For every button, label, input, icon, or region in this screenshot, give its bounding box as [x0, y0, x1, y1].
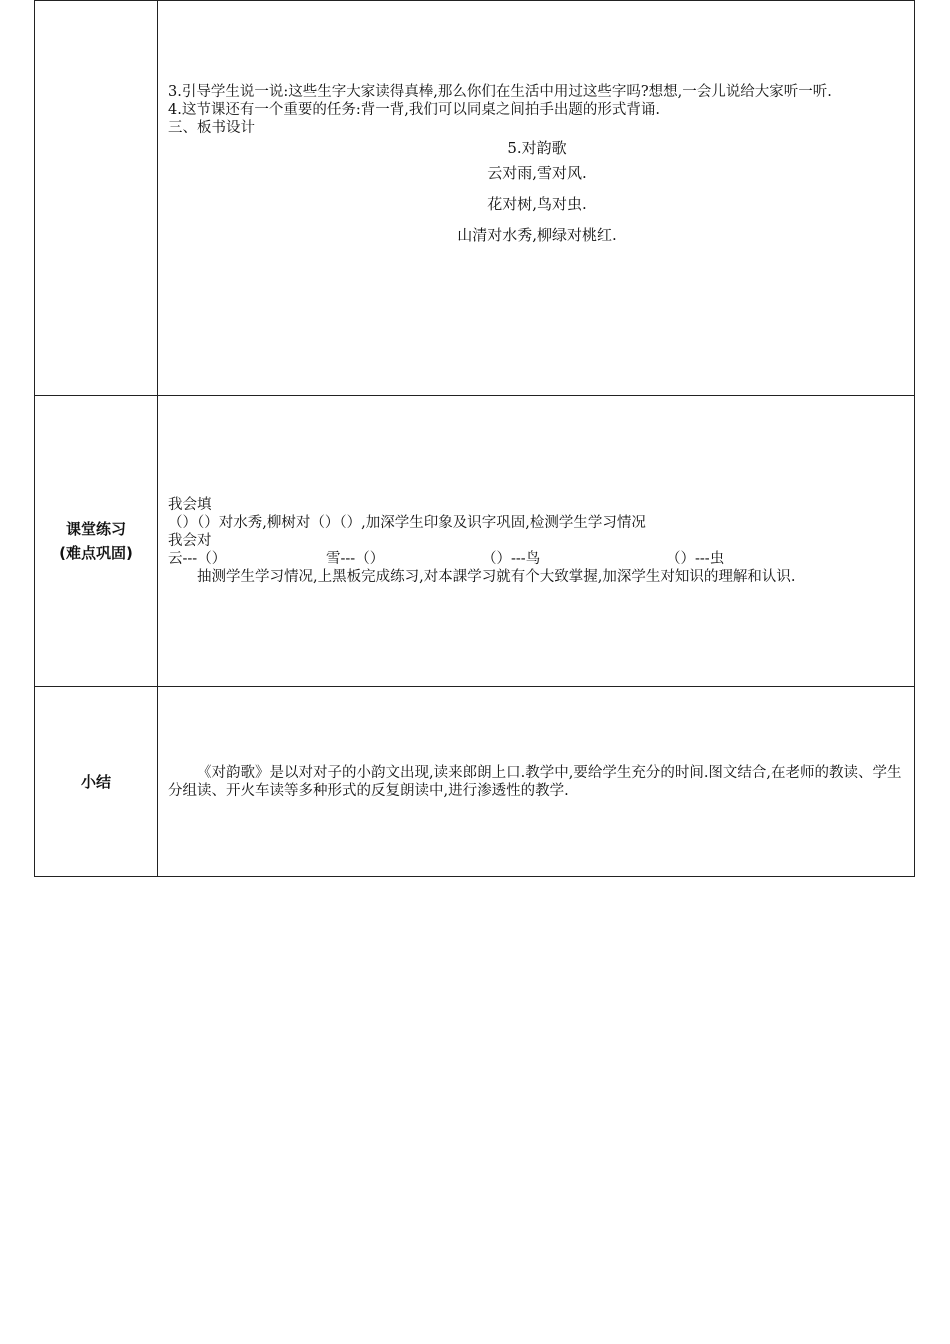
- practice-label: 课堂练习: [65, 520, 126, 538]
- pair-item: （）---虫: [666, 551, 725, 567]
- teaching-process-content: [158, 1, 915, 396]
- pair-item: 云---（）: [168, 551, 227, 567]
- practice-row: [35, 396, 915, 687]
- pair-item: （）---鸟: [482, 551, 541, 567]
- board-title: 5.对韵歌: [507, 139, 567, 157]
- board-line: 山清对水秀,柳绿对桃红.: [457, 226, 617, 244]
- pair-heading: 我会对: [168, 533, 212, 549]
- fill-item: （）（）对水秀,柳树对（）（）,加深学生印象及识字巩固,检测学生学习情况: [168, 515, 646, 531]
- board-line: 花对树,鸟对虫.: [487, 195, 587, 213]
- summary-text: 《对韵歌》是以对对子的小韵文出现,读来郎朗上口.教学中,要给学生充分的时间.图文结合,在老师的教读、学生分组读、开火车读等多种形式的反复朗读中,进行渗透性的教学.: [168, 764, 902, 799]
- summary-label: 小结: [80, 772, 111, 791]
- teaching-process-row: [35, 1, 915, 396]
- summary-row: [35, 687, 915, 877]
- board-design-heading: 三、板书设计: [168, 120, 255, 136]
- step-3-text: 3.引导学生说一说:这些生字大家读得真棒,那么你们在生活中用过这些字吗?想想,一会儿说给大家听一听.: [168, 84, 832, 100]
- pair-item: 雪---（）: [326, 551, 385, 567]
- fill-heading: 我会填: [168, 497, 212, 513]
- practice-content: [158, 396, 915, 687]
- practice-sublabel: (难点巩固): [59, 544, 133, 562]
- teaching-process-label-cell: [35, 1, 158, 396]
- practice-label-cell: [35, 396, 158, 687]
- step-4-text: 4.这节课还有一个重要的任务:背一背,我们可以同桌之间拍手出题的形式背诵.: [168, 102, 660, 118]
- pair-list: [168, 550, 906, 568]
- practice-note: 抽测学生学习情况,上黑板完成练习,对本課学习就有个大致掌握,加深学生对知识的理解和认识.: [197, 569, 796, 585]
- summary-label-cell: [35, 687, 158, 877]
- summary-content: [158, 687, 915, 877]
- board-line: 云对雨,雪对风.: [487, 164, 587, 182]
- lesson-plan-table: [34, 0, 915, 877]
